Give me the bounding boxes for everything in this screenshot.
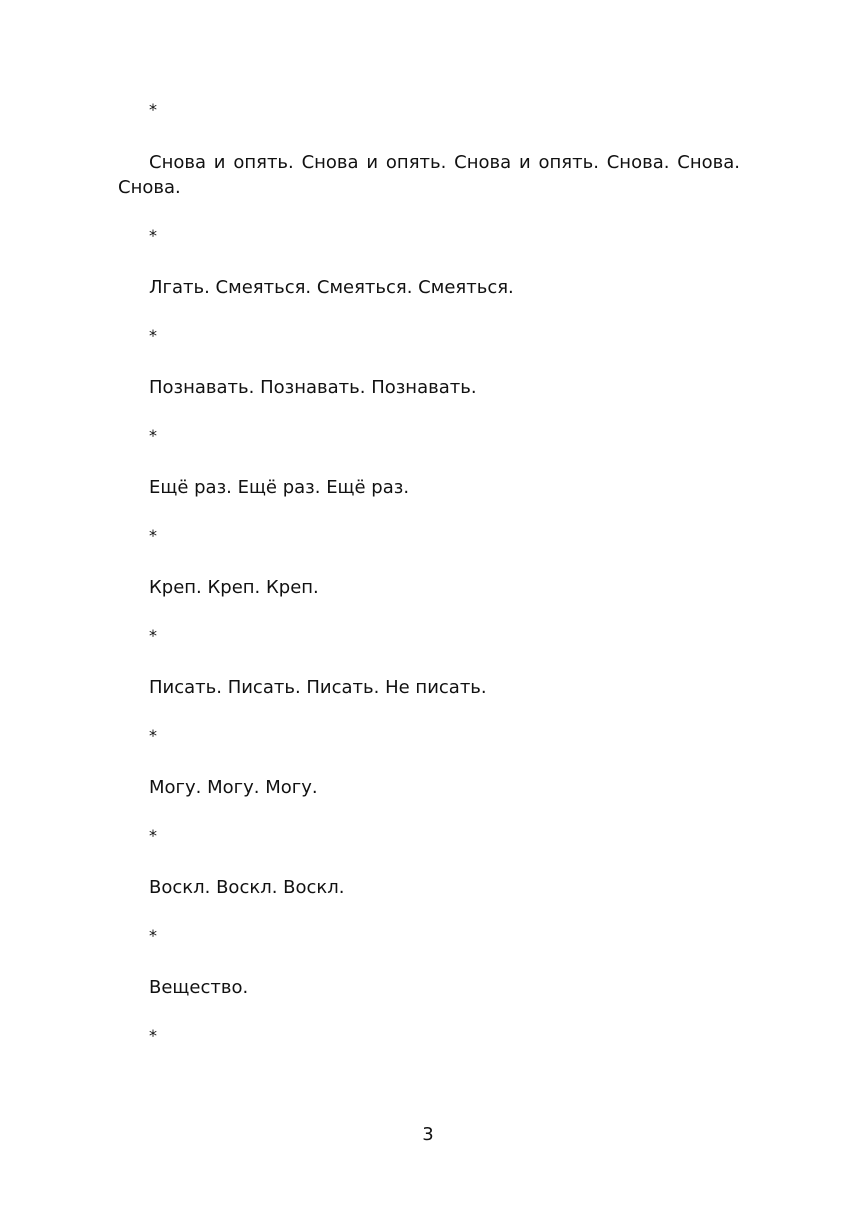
- paragraph: Вещество.: [149, 977, 249, 998]
- paragraph: Креп. Креп. Креп.: [149, 577, 319, 598]
- section-separator: *: [149, 626, 157, 645]
- section-separator: *: [149, 326, 157, 345]
- paragraph: Воскл. Воскл. Воскл.: [149, 877, 345, 898]
- section-separator: *: [149, 526, 157, 545]
- section-separator: *: [149, 826, 157, 845]
- paragraph: Могу. Могу. Могу.: [149, 777, 318, 798]
- paragraph: Лгать. Смеяться. Смеяться. Смеяться.: [149, 277, 514, 298]
- paragraph: Познавать. Познавать. Познавать.: [149, 377, 477, 398]
- section-separator: *: [149, 1026, 157, 1045]
- page-number: 3: [422, 1124, 434, 1145]
- section-separator: *: [149, 100, 157, 119]
- section-separator: *: [149, 226, 157, 245]
- section-separator: *: [149, 726, 157, 745]
- paragraph: Ещё раз. Ещё раз. Ещё раз.: [149, 477, 410, 498]
- paragraph: Снова и опять. Снова и опять. Снова и опять. Снова. Снова. Снова.: [118, 152, 740, 198]
- paragraph: Писать. Писать. Писать. Не писать.: [149, 677, 487, 698]
- section-separator: *: [149, 926, 157, 945]
- section-separator: *: [149, 426, 157, 445]
